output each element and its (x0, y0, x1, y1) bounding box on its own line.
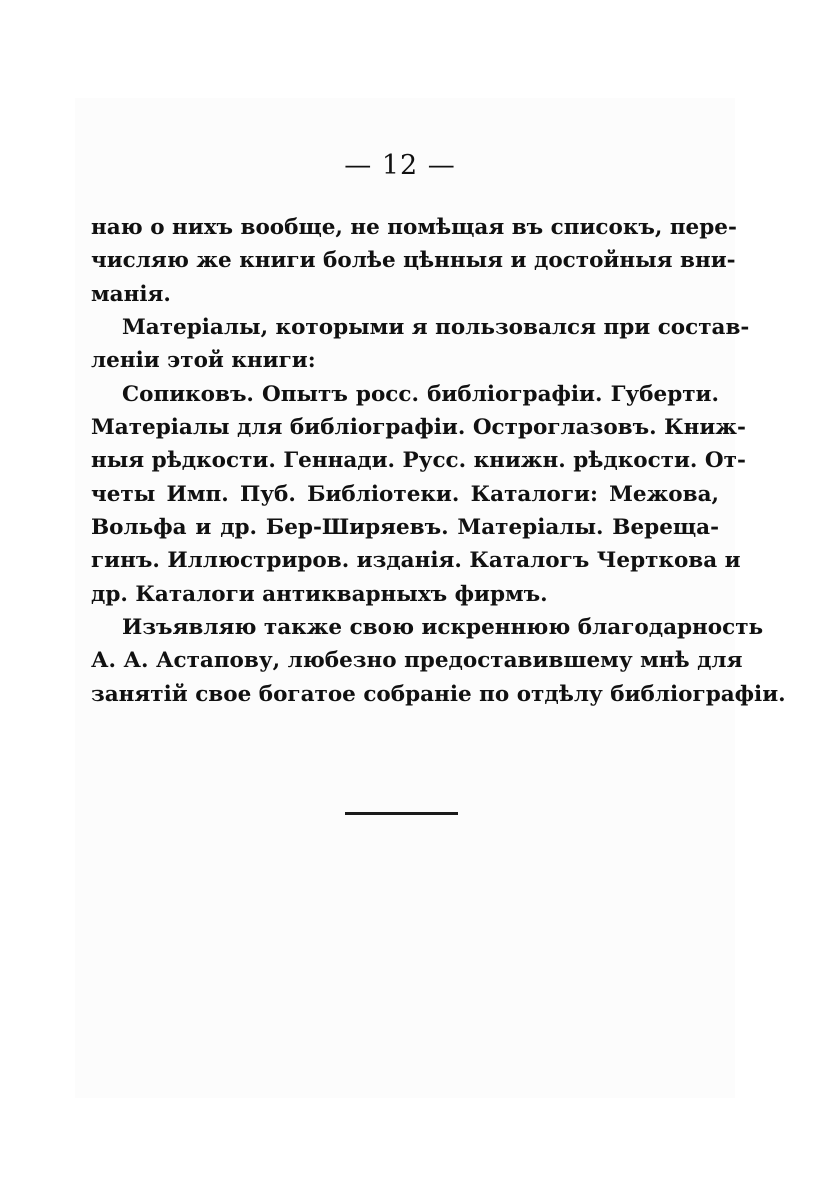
text-line: леніи этой книги: (91, 348, 316, 373)
end-separator-rule (345, 812, 458, 815)
text-line: А. А. Астапову, любезно предоставившему мнѣ для (91, 648, 743, 673)
text-line: гинъ. Иллюстриров. изданія. Каталогъ Черткова и (91, 548, 741, 573)
text-line: Изъявляю также свою искреннюю благодарность (122, 615, 764, 640)
page-number: — 12 — (344, 150, 456, 181)
text-line: Матеріалы, которыми я пользовался при состав- (122, 315, 750, 340)
text-line: числяю же книги болѣе цѣнныя и достойныя вни- (91, 248, 736, 273)
text-line: четы Имп. Пуб. Библіотеки. Каталоги: Межова, (91, 482, 719, 507)
text-line: Матеріалы для библіографіи. Остроглазовъ. Книж- (91, 415, 746, 440)
text-line: манія. (91, 282, 171, 307)
text-line: занятій свое богатое собраніе по отдѣлу библіографіи. (91, 682, 786, 707)
text-line: Вольфа и др. Бер-Ширяевъ. Матеріалы. Верещa- (91, 515, 719, 540)
text-line: др. Каталоги антикварныхъ фирмъ. (91, 582, 548, 607)
text-line: ныя рѣдкости. Геннади. Русс. книжн. рѣдкости. От- (91, 448, 746, 473)
text-line: Сопиковъ. Опытъ росс. библіографіи. Губерти. (122, 382, 719, 407)
text-line: наю о нихъ вообще, не помѣщая въ списокъ, пере- (91, 215, 737, 240)
